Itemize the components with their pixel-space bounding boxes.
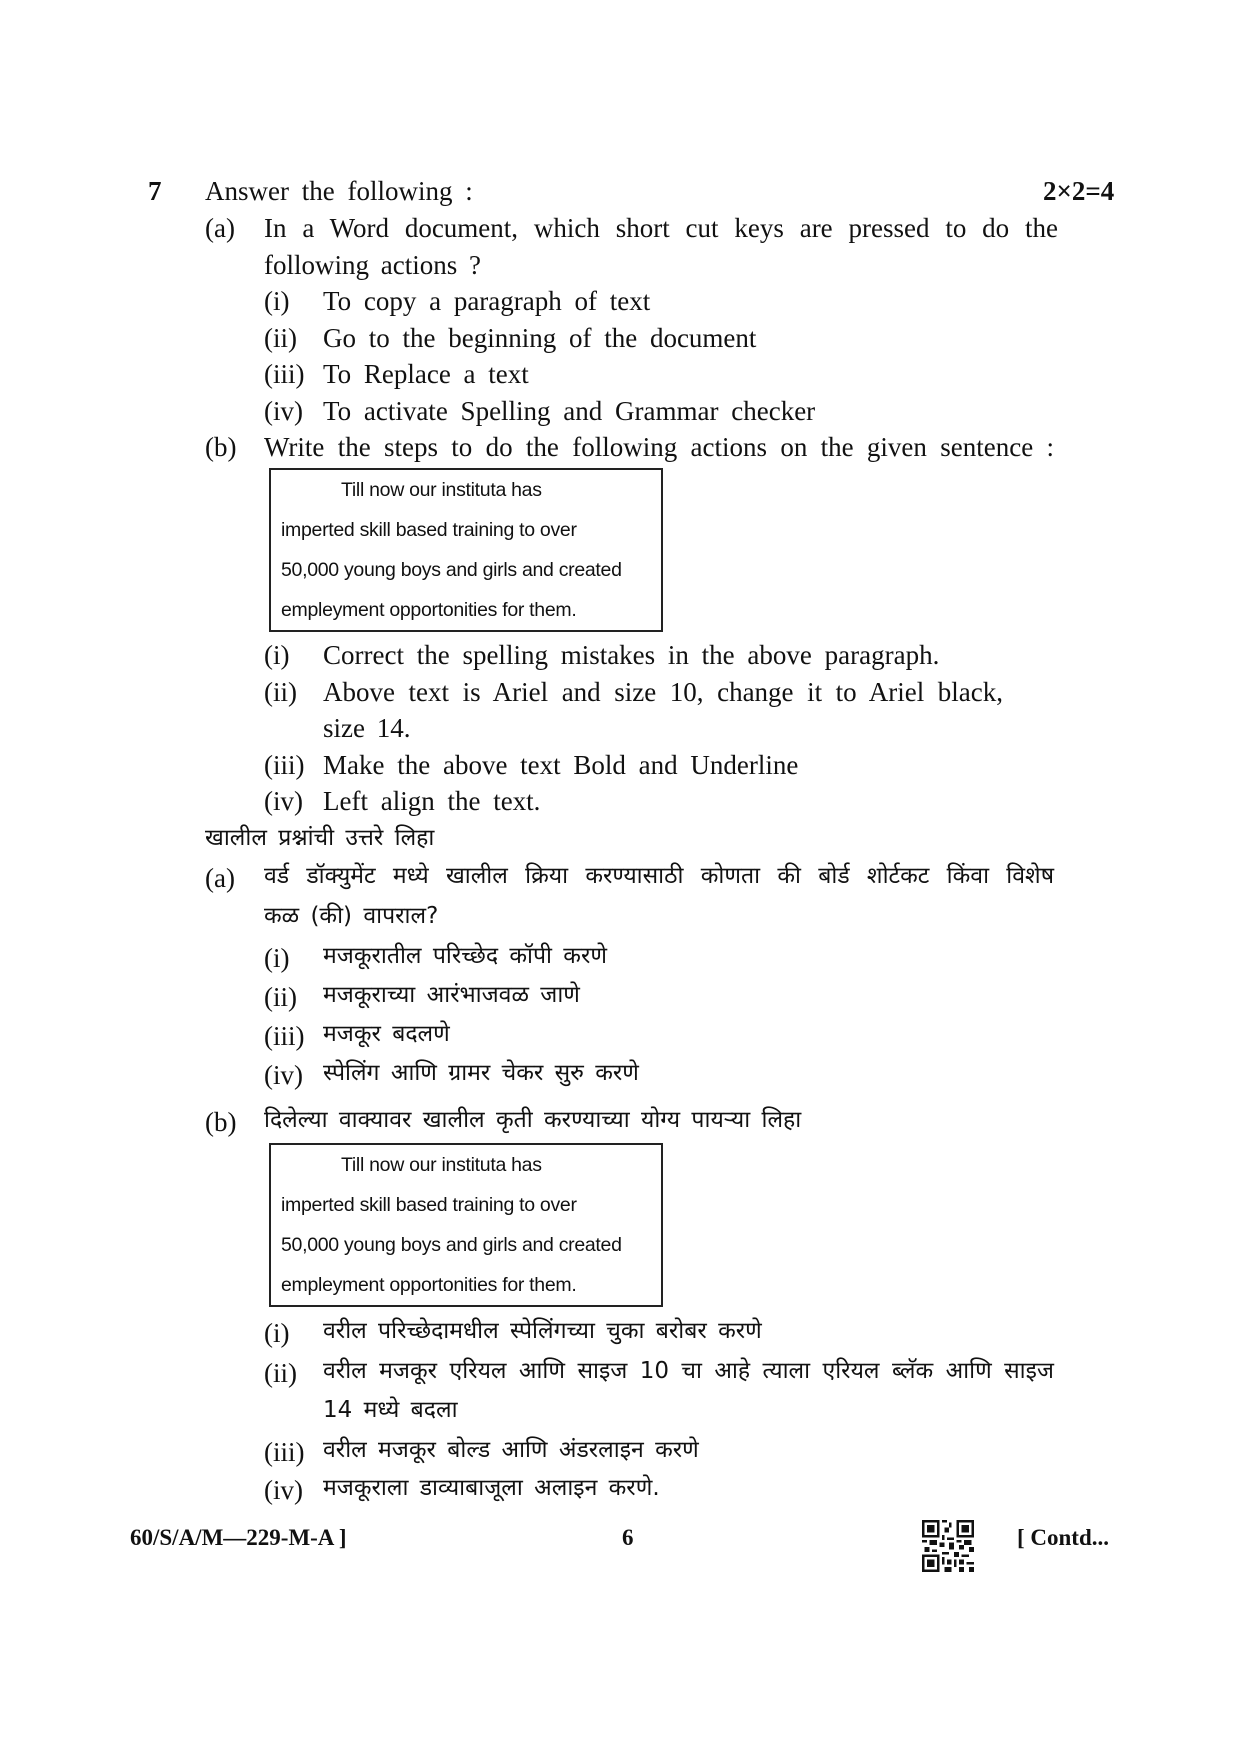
sample-text-line: empleyment opportonities for them. — [281, 599, 577, 621]
marathi-a-item-num: (iv) — [264, 1060, 303, 1090]
sample-text-line: empleyment opportonities for them. — [281, 1274, 577, 1296]
sample-text-line: Till now our instituta has — [341, 479, 542, 501]
marathi-b-item-num: (iv) — [264, 1475, 303, 1505]
part-a-label: (a) — [205, 213, 235, 243]
marathi-b-item-text-cont: 14 मध्ये बदला — [323, 1397, 458, 1423]
marathi-a-item-text: मजकूरातील परिच्छेद कॉपी करणे — [323, 943, 608, 969]
marathi-b-item-num: (iii) — [264, 1437, 305, 1467]
sample-text-line: Till now our instituta has — [341, 1154, 542, 1176]
continued-label: [ Contd... — [1017, 1525, 1110, 1550]
sample-text-box — [269, 468, 663, 632]
part-a-text-line2: following actions ? — [264, 250, 481, 280]
marathi-b-item-text: वरील मजकूर बोल्ड आणि अंडरलाइन करणे — [323, 1437, 699, 1463]
page-number: 6 — [622, 1525, 634, 1550]
marathi-a-text-line2: कळ (की) वापराल? — [264, 903, 439, 929]
part-a-item-text: To Replace a text — [323, 359, 529, 389]
sample-text-line: 50,000 young boys and girls and created — [281, 559, 622, 581]
question-title: Answer the following : — [205, 176, 473, 206]
qr-code-icon — [922, 1520, 974, 1572]
question-marks: 2×2=4 — [1043, 176, 1115, 206]
part-b-item-num: (i) — [264, 640, 290, 670]
paper-code: 60/S/A/M—229-M-A ] — [130, 1525, 347, 1550]
marathi-a-text-line1: वर्ड डॉक्युमेंट मध्ये खालील क्रिया करण्यासाठी कोणता की बोर्ड शोर्टकट किंवा विशेष — [264, 863, 1054, 889]
part-a-item-text: Go to the beginning of the document — [323, 323, 757, 353]
question-number: 7 — [148, 176, 162, 206]
part-b-item-text-cont: size 14. — [323, 713, 411, 743]
part-a-item-text: To copy a paragraph of text — [323, 286, 651, 316]
marathi-b-item-num: (i) — [264, 1318, 290, 1348]
marathi-b-item-num: (ii) — [264, 1358, 297, 1388]
marathi-b-label: (b) — [205, 1107, 237, 1137]
part-a-item-text: To activate Spelling and Grammar checker — [323, 396, 816, 426]
sample-text-line: 50,000 young boys and girls and created — [281, 1234, 622, 1256]
marathi-a-item-num: (i) — [264, 943, 290, 973]
marathi-b-item-text: मजकूराला डाव्याबाजूला अलाइन करणे. — [323, 1475, 660, 1501]
part-b-item-num: (iv) — [264, 786, 303, 816]
marathi-b-item-text: वरील परिच्छेदामधील स्पेलिंगच्या चुका बरोबर करणे — [323, 1318, 762, 1344]
part-b-item-text: Above text is Ariel and size 10, change it to Ariel black, — [323, 677, 1003, 707]
marathi-a-label: (a) — [205, 863, 235, 893]
part-a-text-line1: In a Word document, which short cut keys are pressed to do the — [264, 213, 1058, 243]
part-a-item-num: (i) — [264, 286, 290, 316]
marathi-b-text: दिलेल्या वाक्यावर खालील कृती करण्याच्या योग्य पायऱ्या लिहा — [264, 1107, 802, 1133]
part-b-label: (b) — [205, 432, 237, 462]
part-b-text: Write the steps to do the following actions on the given sentence : — [264, 432, 1054, 462]
part-b-item-num: (ii) — [264, 677, 297, 707]
marathi-a-item-text: मजकूराच्या आरंभाजवळ जाणे — [323, 982, 580, 1008]
part-a-item-num: (ii) — [264, 323, 297, 353]
sample-text-box-marathi — [269, 1143, 663, 1307]
part-b-item-text: Left align the text. — [323, 786, 541, 816]
part-b-item-text: Correct the spelling mistakes in the above paragraph. — [323, 640, 940, 670]
part-a-item-num: (iii) — [264, 359, 305, 389]
part-b-item-text: Make the above text Bold and Underline — [323, 750, 799, 780]
marathi-a-item-num: (iii) — [264, 1021, 305, 1051]
part-b-item-num: (iii) — [264, 750, 305, 780]
part-a-item-num: (iv) — [264, 396, 303, 426]
sample-text-line: imperted skill based training to over — [281, 1194, 577, 1216]
sample-text-line: imperted skill based training to over — [281, 519, 577, 541]
marathi-a-item-num: (ii) — [264, 982, 297, 1012]
marathi-a-item-text: मजकूर बदलणे — [323, 1021, 450, 1047]
marathi-b-item-text: वरील मजकूर एरियल आणि साइज 10 चा आहे त्याला एरियल ब्लॅक आणि साइज — [323, 1358, 1054, 1384]
marathi-a-item-text: स्पेलिंग आणि ग्रामर चेकर सुरु करणे — [323, 1060, 639, 1086]
marathi-title: खालील प्रश्नांची उत्तरे लिहा — [205, 825, 435, 851]
